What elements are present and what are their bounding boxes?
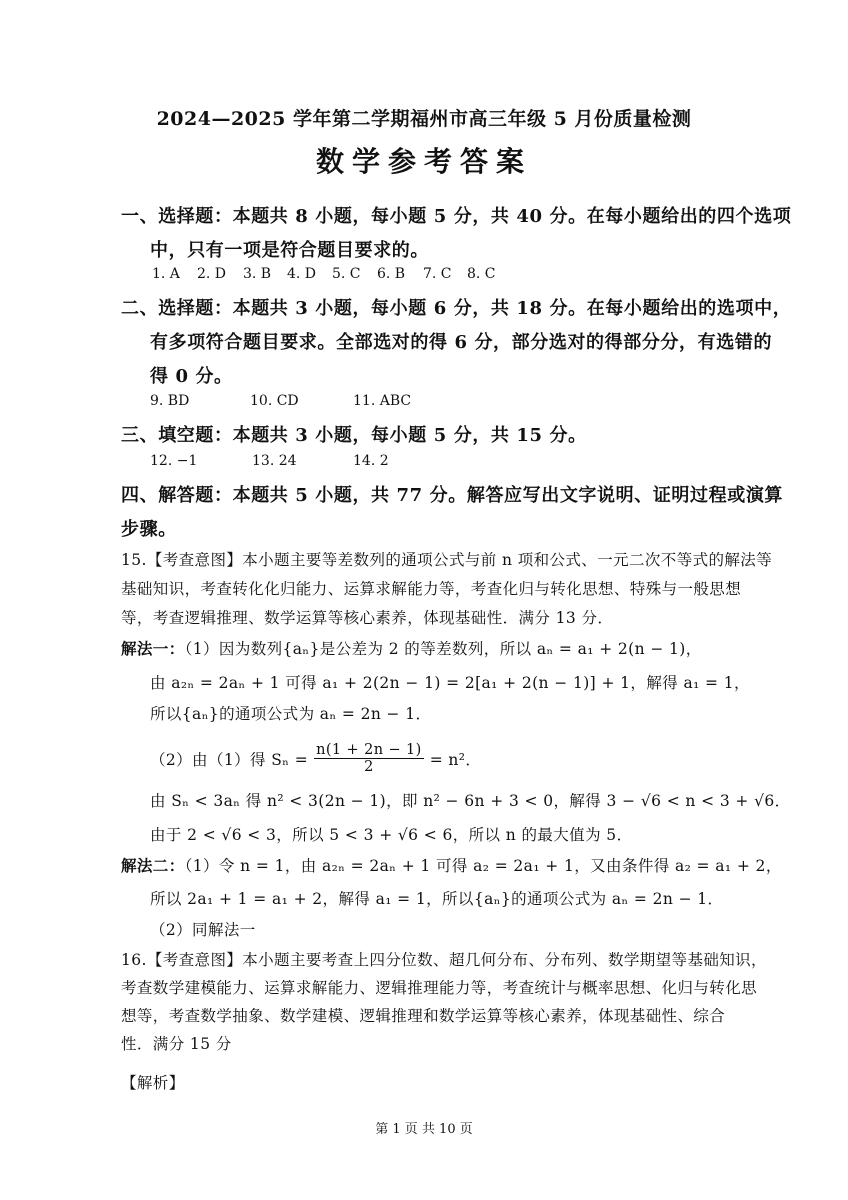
q15-method1-line5: 由 Sₙ < 3aₙ 得 n² < 3(2n − 1)，即 n² − 6n + 3 < 0，解得 3 − √6 < n < 3 + √6． xyxy=(150,792,791,810)
document-title: 2024—2025 学年第二学期福州市高三年级 5 月份质量检测 xyxy=(156,108,692,130)
section1-answers xyxy=(152,266,496,282)
q15-intro-line3: 等，考查逻辑推理、数学运算等核心素养，体现基础性．满分 13 分． xyxy=(121,609,614,627)
fraction xyxy=(314,742,424,775)
method2-step1: （1）令 n = 1，由 a₂ₙ = 2aₙ + 1 可得 a₂ = 2a₁ + 1，又由条件得 a₂ = a₁ + 2， xyxy=(184,857,782,875)
section3-answers xyxy=(150,453,389,469)
section3-heading: 三、填空题：本题共 3 小题，每小题 5 分，共 15 分。 xyxy=(121,425,587,446)
method1-part2-lead: （2）由（1）得 Sₙ = xyxy=(150,750,309,769)
section2-heading-line2: 有多项符合题目要求。全部选对的得 6 分，部分选对的得部分分，有选错的 xyxy=(150,332,773,353)
answer-13: 13. 24 xyxy=(252,453,297,469)
method2-label: 解法二： xyxy=(121,856,185,875)
q16-intro-line1: 16.【考查意图】本小题主要考查上四分位数、超几何分布、分布列、数学期望等基础知识， xyxy=(121,951,767,969)
section4-heading-line2: 步骤。 xyxy=(121,519,177,540)
q15-method1-line6: 由于 2 < √6 < 3，所以 5 < 3 + √6 < 6，所以 n 的最大值为 5． xyxy=(150,826,633,844)
method1-part2-result: = n²． xyxy=(429,750,482,769)
answer-1: 1. A xyxy=(152,266,180,282)
method1-label: 解法一： xyxy=(121,639,185,658)
answer-2: 2. D xyxy=(197,266,227,282)
section1-heading-line1: 一、选择题：本题共 8 小题，每小题 5 分，共 40 分。在每小题给出的四个选项 xyxy=(121,206,792,227)
answer-10: 10. CD xyxy=(250,393,299,409)
fraction-numerator: n(1 + 2n − 1) xyxy=(316,742,422,758)
q16-intro-line4: 性．满分 15 分 xyxy=(121,1035,232,1053)
section4-heading-line1: 四、解答题：本题共 5 小题，共 77 分。解答应写出文字说明、证明过程或演算 xyxy=(121,485,784,506)
answer-5: 5. C xyxy=(332,266,361,282)
q15-method1-line1 xyxy=(121,637,702,659)
q15-method2-line3: （2）同解法一 xyxy=(150,921,256,939)
q15-intro-line2: 基础知识，考查转化化归能力、运算求解能力等，考查化归与转化思想、特殊与一般思想 xyxy=(121,580,742,598)
q16-analysis-label: 【解析】 xyxy=(121,1074,185,1092)
page-number: 第 1 页 共 10 页 xyxy=(375,1122,473,1137)
section2-answers xyxy=(150,393,411,409)
method1-step1: （1）因为数列{aₙ}是公差为 2 的等差数列，所以 aₙ = a₁ + 2(n − 1)， xyxy=(184,640,702,658)
q15-intro-line1: 15.【考查意图】本小题主要等差数列的通项公式与前 n 项和公式、一元二次不等式的解法等 xyxy=(121,551,773,569)
section2-heading-line3: 得 0 分。 xyxy=(150,366,233,387)
answer-8: 8. C xyxy=(467,266,496,282)
q15-method1-line3: 所以{aₙ}的通项公式为 aₙ = 2n − 1． xyxy=(150,705,432,723)
section1-heading-line2: 中，只有一项是符合题目要求的。 xyxy=(150,240,429,261)
q15-method2-line2: 所以 2a₁ + 1 = a₁ + 2，解得 a₁ = 1，所以{aₙ}的通项公式为 aₙ = 2n − 1． xyxy=(150,890,724,908)
answer-14: 14. 2 xyxy=(353,453,389,469)
document-subtitle: 数学参考答案 xyxy=(315,145,532,178)
answer-12: 12. −1 xyxy=(150,453,198,469)
q15-method1-line4 xyxy=(150,742,481,775)
section2-heading-line1: 二、选择题：本题共 3 小题，每小题 6 分，共 18 分。在每小题给出的选项中， xyxy=(121,298,792,319)
answer-4: 4. D xyxy=(287,266,317,282)
q16-intro-line2: 考查数学建模能力、运算求解能力、逻辑推理能力等，考查统计与概率思想、化归与转化思 xyxy=(121,979,758,997)
answer-6: 6. B xyxy=(377,266,406,282)
q15-method1-line2: 由 a₂ₙ = 2aₙ + 1 可得 a₁ + 2(2n − 1) = 2[a₁ + 2(n − 1)] + 1，解得 a₁ = 1， xyxy=(150,674,750,692)
answer-3: 3. B xyxy=(243,266,272,282)
answer-9: 9. BD xyxy=(150,393,190,409)
q16-intro-line3: 想等，考查数学抽象、数学建模、逻辑推理和数学运算等核心素养，体现基础性、综合 xyxy=(121,1007,726,1025)
answer-11: 11. ABC xyxy=(353,393,412,409)
answer-7: 7. C xyxy=(423,266,452,282)
q15-method2-line1 xyxy=(121,854,782,876)
fraction-denominator: 2 xyxy=(364,759,374,775)
